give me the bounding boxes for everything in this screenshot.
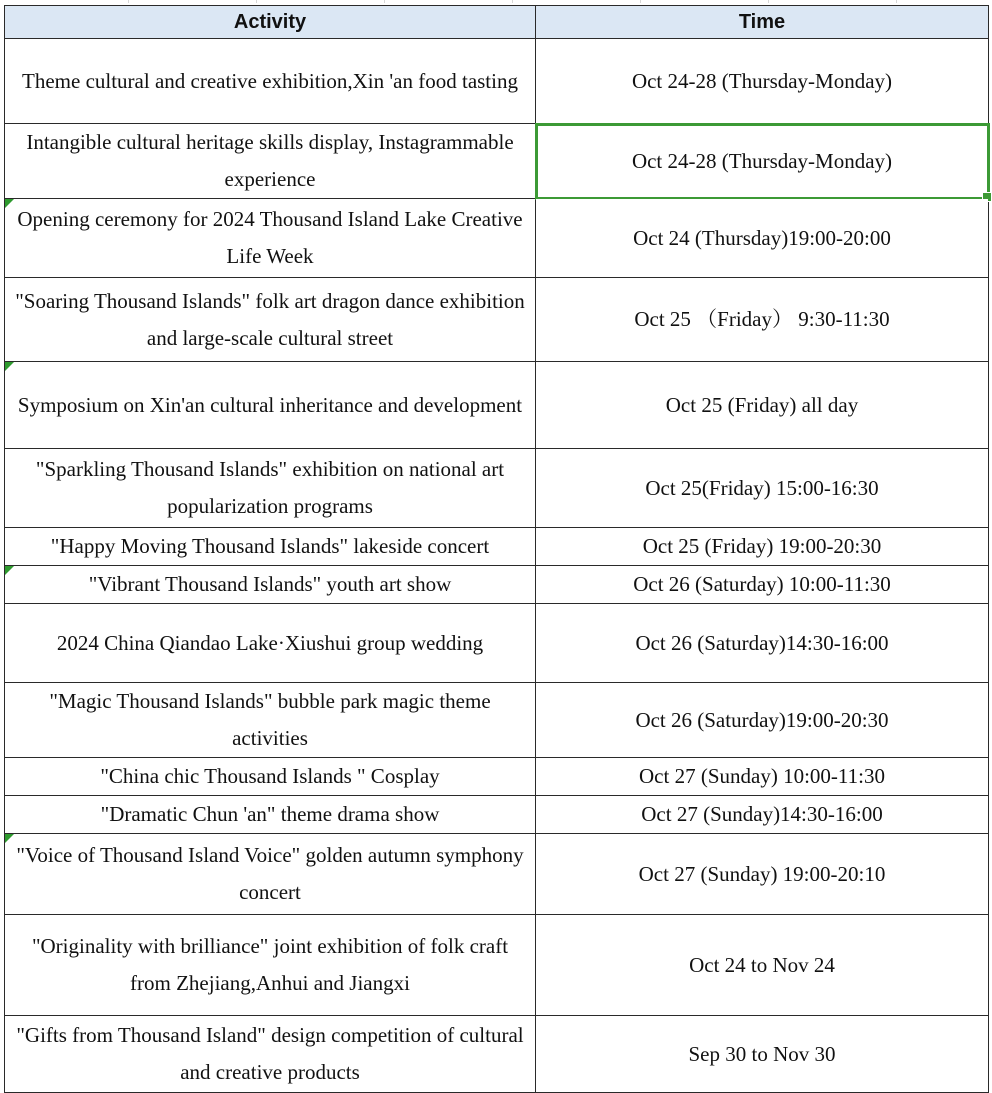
comment-marker-icon: [5, 199, 14, 208]
header-activity[interactable]: Activity: [5, 6, 536, 39]
comment-marker-icon: [5, 566, 14, 575]
time-cell[interactable]: Oct 26 (Saturday)19:00-20:30: [536, 683, 989, 758]
activity-cell[interactable]: 2024 China Qiandao Lake·Xiushui group wedding: [5, 604, 536, 683]
header-time[interactable]: Time: [536, 6, 989, 39]
time-cell[interactable]: Oct 26 (Saturday)14:30-16:00: [536, 604, 989, 683]
activity-schedule-table: [4, 5, 989, 1093]
activity-cell[interactable]: Theme cultural and creative exhibition,Xin 'an food tasting: [5, 39, 536, 124]
activity-cell[interactable]: "Dramatic Chun 'an" theme drama show: [5, 796, 536, 834]
header-row: [5, 6, 989, 39]
time-cell[interactable]: Oct 25 （Friday） 9:30-11:30: [536, 278, 989, 362]
table-row: [5, 449, 989, 528]
activity-cell-text: Symposium on Xin'an cultural inheritance and development: [17, 392, 523, 417]
table-row: [5, 604, 989, 683]
time-cell-text: Oct 24-28 (Thursday-Monday): [631, 148, 893, 173]
time-cell[interactable]: Oct 24-28 (Thursday-Monday): [536, 39, 989, 124]
activity-cell[interactable]: "Soaring Thousand Islands" folk art dragon dance exhibition and large-scale cultural street: [5, 278, 536, 362]
table-row: [5, 199, 989, 278]
time-cell[interactable]: Oct 24 (Thursday)19:00-20:00: [536, 199, 989, 278]
activity-cell[interactable]: "Gifts from Thousand Island" design competition of cultural and creative products: [5, 1016, 536, 1093]
time-cell[interactable]: Oct 25 (Friday) 19:00-20:30: [536, 528, 989, 566]
table-row: [5, 796, 989, 834]
activity-cell[interactable]: "Magic Thousand Islands" bubble park magic theme activities: [5, 683, 536, 758]
activity-cell[interactable]: [5, 566, 536, 604]
time-cell[interactable]: Sep 30 to Nov 30: [536, 1016, 989, 1093]
activity-cell[interactable]: "Happy Moving Thousand Islands" lakeside concert: [5, 528, 536, 566]
time-cell[interactable]: Oct 27 (Sunday) 19:00-20:10: [536, 834, 989, 915]
activity-cell[interactable]: [5, 362, 536, 449]
activity-cell[interactable]: "Originality with brilliance" joint exhibition of folk craft from Zhejiang,Anhui and Jiangxi: [5, 915, 536, 1016]
table-row: [5, 362, 989, 449]
table-row: [5, 683, 989, 758]
table-row: [5, 834, 989, 915]
time-cell[interactable]: Oct 25(Friday) 15:00-16:30: [536, 449, 989, 528]
time-cell[interactable]: Oct 27 (Sunday)14:30-16:00: [536, 796, 989, 834]
time-cell-selected[interactable]: [536, 124, 989, 199]
table-row: [5, 758, 989, 796]
table-row: [5, 528, 989, 566]
table-row: [5, 566, 989, 604]
table-row: [5, 39, 989, 124]
table-row: [5, 278, 989, 362]
activity-cell[interactable]: "Sparkling Thousand Islands" exhibition on national art popularization programs: [5, 449, 536, 528]
table-row: [5, 1016, 989, 1093]
activity-cell[interactable]: Intangible cultural heritage skills display, Instagrammable experience: [5, 124, 536, 199]
table-row: [5, 124, 989, 199]
activity-cell[interactable]: "China chic Thousand Islands " Cosplay: [5, 758, 536, 796]
activity-cell-text: "Vibrant Thousand Islands" youth art show: [88, 572, 452, 596]
activity-cell[interactable]: [5, 834, 536, 915]
table-row: [5, 915, 989, 1016]
time-cell[interactable]: Oct 27 (Sunday) 10:00-11:30: [536, 758, 989, 796]
activity-cell[interactable]: [5, 199, 536, 278]
time-cell[interactable]: Oct 25 (Friday) all day: [536, 362, 989, 449]
comment-marker-icon: [5, 834, 14, 843]
activity-cell-text: Opening ceremony for 2024 Thousand Island Lake Creative Life Week: [17, 207, 523, 268]
time-cell[interactable]: Oct 26 (Saturday) 10:00-11:30: [536, 566, 989, 604]
comment-marker-icon: [5, 362, 14, 371]
time-cell[interactable]: Oct 24 to Nov 24: [536, 915, 989, 1016]
activity-cell-text: "Voice of Thousand Island Voice" golden autumn symphony concert: [16, 843, 524, 904]
